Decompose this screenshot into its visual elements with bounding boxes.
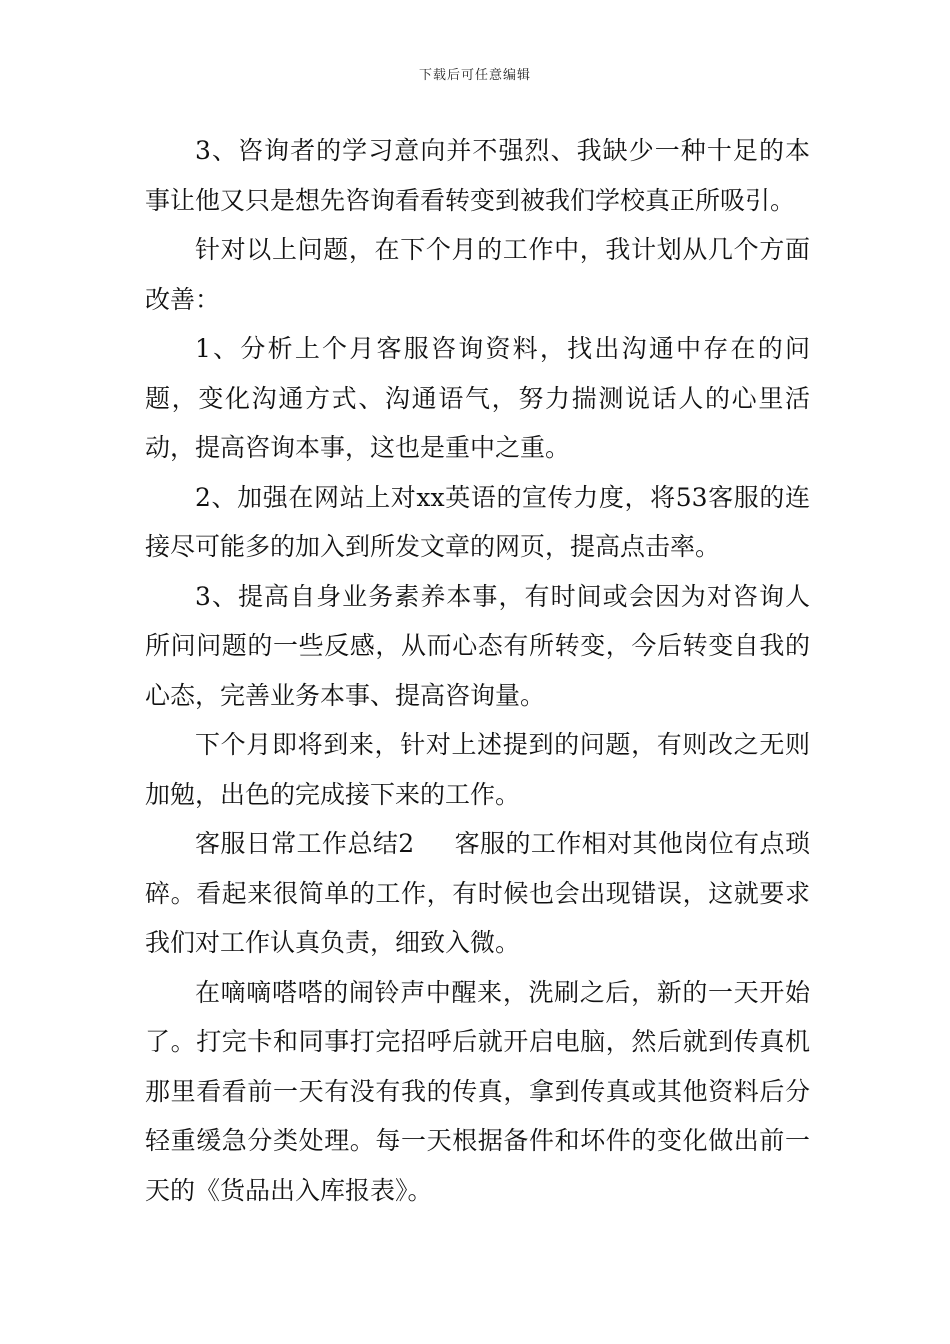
section-paragraph: [145, 819, 810, 968]
paragraph: 3、提高自身业务素养本事，有时间或会因为对咨询人所问问题的一些反感，从而心态有所转变，今后转变自我的心态，完善业务本事、提高咨询量。: [145, 581, 810, 710]
paragraph: 2、加强在网站上对xx英语的宣传力度，将53客服的连接尽可能多的加入到所发文章的网页，提高点击率。: [145, 482, 810, 561]
paragraph: 在嘀嘀嗒嗒的闹铃声中醒来，洗刷之后，新的一天开始了。打完卡和同事打完招呼后就开启电脑，然后就到传真机那里看看前一天有没有我的传真，拿到传真或其他资料后分轻重缓急分类处理。每一天根据备件和坏件的变化做出前一天的《货品出入库报表》。: [145, 977, 810, 1205]
section-title: 客服日常工作总结2: [195, 829, 415, 858]
paragraph: 针对以上问题，在下个月的工作中，我计划从几个方面改善：: [145, 235, 810, 314]
section-intro: 客服的工作相对其他岗位有点琐碎。看起来很简单的工作，有时候也会出现错误，这就要求我们对工作认真负责，细致入微。: [145, 829, 810, 957]
document-body: [145, 126, 810, 1215]
page-header: 下载后可任意编辑: [418, 68, 531, 83]
paragraph: 1、分析上个月客服咨询资料，找出沟通中存在的问题，变化沟通方式、沟通语气，努力揣测说话人的心里活动，提高咨询本事，这也是重中之重。: [145, 334, 810, 462]
paragraph: 3、咨询者的学习意向并不强烈、我缺少一种十足的本事让他又只是想先咨询看看转变到被我们学校真正所吸引。: [145, 136, 810, 215]
paragraph: 下个月即将到来，针对上述提到的问题，有则改之无则加勉，出色的完成接下来的工作。: [145, 730, 810, 809]
